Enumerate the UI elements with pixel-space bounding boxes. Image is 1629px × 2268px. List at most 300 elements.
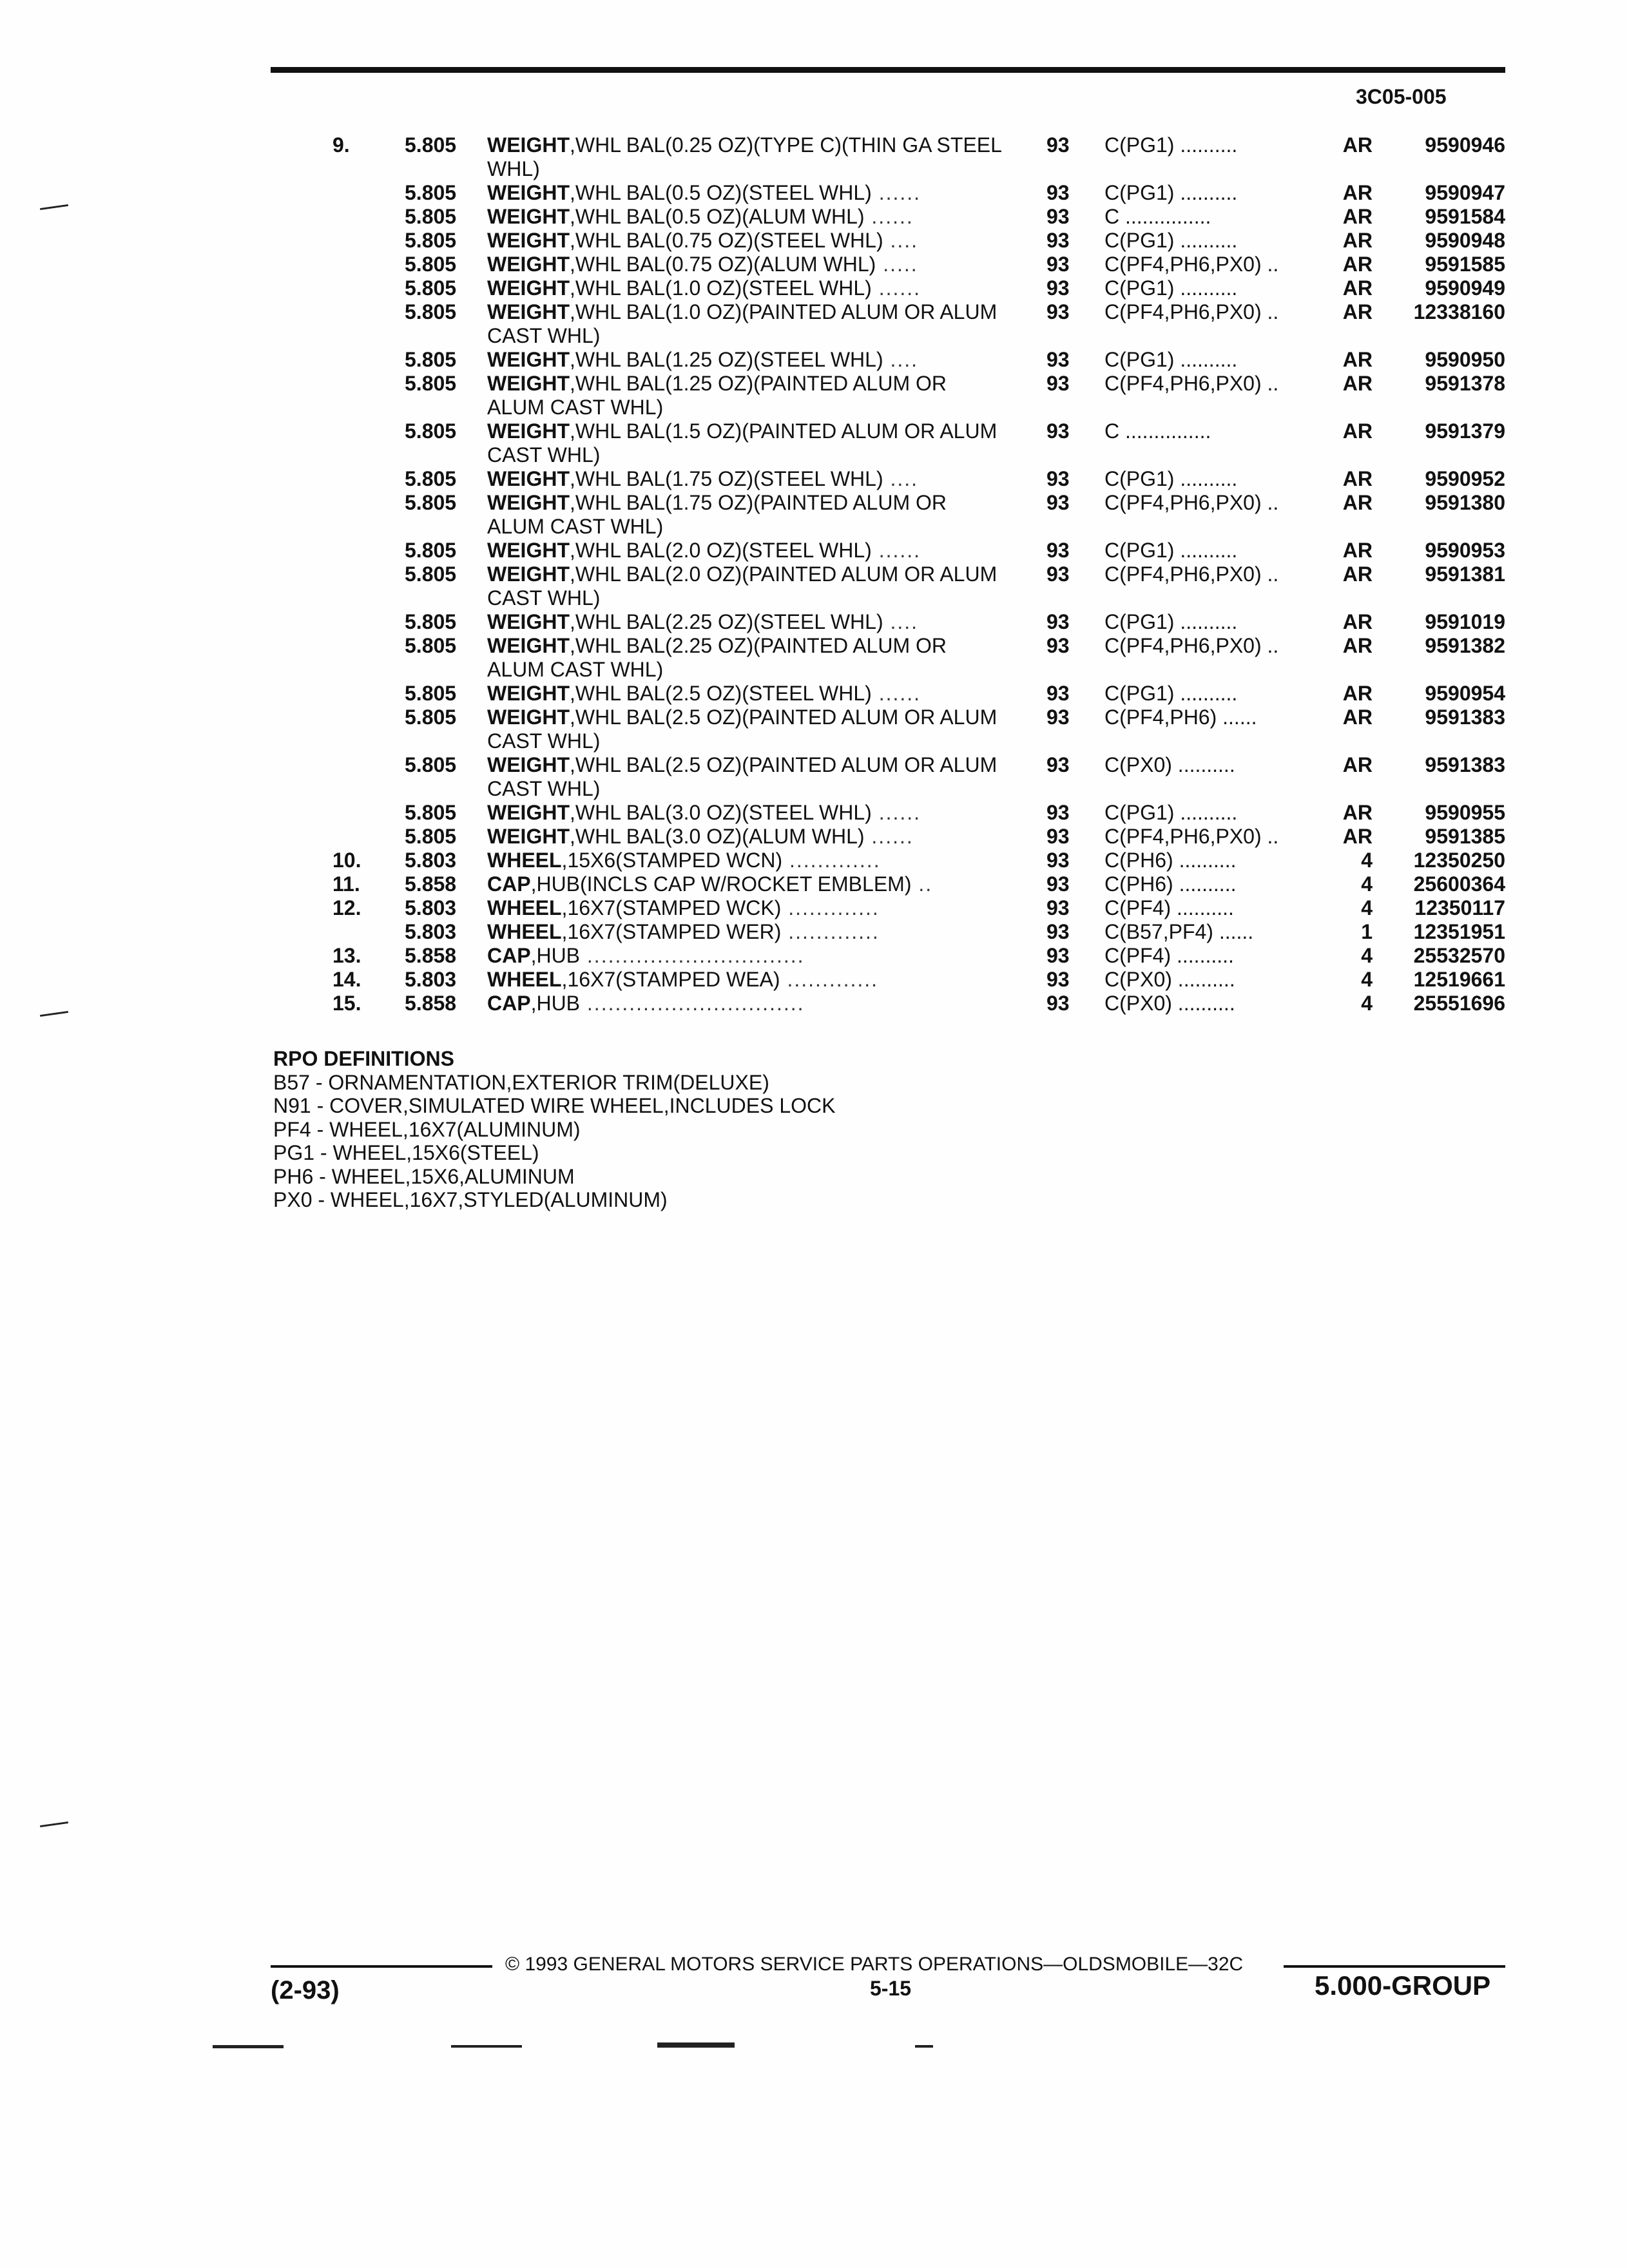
rpo-usage: C ............... [1104, 419, 1211, 443]
quantity: 4 [1361, 872, 1373, 896]
group-number: 5.803 [405, 849, 457, 872]
part-description [487, 968, 1003, 992]
table-row [0, 825, 1629, 849]
group-number: 5.805 [405, 205, 457, 228]
table-row [0, 181, 1629, 205]
part-name: WEIGHT [487, 276, 570, 300]
group-number: 5.805 [405, 539, 457, 562]
part-description [487, 992, 1003, 1015]
part-description [487, 467, 1003, 491]
part-detail: ,WHL BAL(1.0 OZ)(STEEL WHL) [569, 276, 872, 300]
part-number: 25600364 [1413, 872, 1505, 896]
rpo-usage: C(PG1) .......... [1104, 229, 1238, 252]
part-description [487, 920, 1003, 944]
leader-dots: .... [883, 610, 919, 633]
quantity: 4 [1361, 968, 1373, 991]
part-number: 9590950 [1425, 348, 1505, 371]
table-row [0, 682, 1629, 706]
part-number: 9590953 [1425, 539, 1505, 562]
table-row [0, 610, 1629, 634]
part-detail: ,WHL BAL(2.5 OZ)(PAINTED ALUM OR ALUM CAST WHL) [487, 706, 998, 753]
table-row [0, 205, 1629, 229]
table-row [0, 348, 1629, 372]
group-number: 5.805 [405, 467, 457, 490]
model-year: 93 [1046, 253, 1070, 276]
quantity: AR [1342, 539, 1373, 562]
rpo-usage: C(PF4,PH6,PX0) .. [1104, 372, 1279, 395]
item-number: 13. [333, 944, 361, 967]
scan-mark [451, 2045, 522, 2048]
part-number: 9590948 [1425, 229, 1505, 252]
table-row [0, 968, 1629, 992]
document-code: 3C05-005 [1356, 85, 1447, 108]
part-name: WHEEL [487, 920, 562, 943]
quantity: AR [1342, 181, 1373, 204]
rpo-usage: C(PF4,PH6,PX0) .. [1104, 634, 1279, 657]
model-year: 93 [1046, 849, 1070, 872]
part-detail: ,WHL BAL(2.5 OZ)(STEEL WHL) [569, 682, 872, 705]
model-year: 93 [1046, 825, 1070, 848]
quantity: AR [1342, 372, 1373, 395]
rpo-definitions-title: RPO DEFINITIONS [273, 1047, 454, 1070]
part-number: 9590952 [1425, 467, 1505, 490]
part-detail: ,WHL BAL(2.0 OZ)(STEEL WHL) [569, 539, 872, 562]
part-number: 9590947 [1425, 181, 1505, 204]
rpo-definition: B57 - ORNAMENTATION,EXTERIOR TRIM(DELUXE) [273, 1070, 769, 1094]
model-year: 93 [1046, 634, 1070, 657]
part-number: 9590946 [1425, 133, 1505, 157]
part-number: 9591019 [1425, 610, 1505, 633]
part-description [487, 801, 1003, 825]
rpo-usage: C(PF4) .......... [1104, 896, 1234, 919]
rpo-usage: C(PG1) .......... [1104, 610, 1238, 633]
group-number: 5.805 [405, 753, 457, 776]
leader-dots: ............. [781, 896, 880, 919]
part-description [487, 849, 1003, 872]
part-name: WEIGHT [487, 348, 570, 371]
part-name: CAP [487, 872, 531, 896]
part-number: 9590954 [1425, 682, 1505, 705]
group-number: 5.805 [405, 348, 457, 371]
part-detail: ,WHL BAL(2.25 OZ)(STEEL WHL) [569, 610, 883, 633]
group-number: 5.805 [405, 181, 457, 204]
rpo-usage: C(PH6) .......... [1104, 849, 1237, 872]
quantity: 4 [1361, 849, 1373, 872]
part-detail: ,HUB [530, 992, 581, 1015]
part-detail: ,WHL BAL(2.5 OZ)(PAINTED ALUM OR ALUM CAST WHL) [487, 753, 998, 800]
group-number: 5.805 [405, 682, 457, 705]
part-name: WEIGHT [487, 753, 570, 776]
table-row [0, 419, 1629, 467]
table-row [0, 920, 1629, 944]
rpo-usage: C(PG1) .......... [1104, 539, 1238, 562]
part-number: 12338160 [1413, 300, 1505, 323]
quantity: AR [1342, 467, 1373, 490]
model-year: 93 [1046, 205, 1070, 228]
model-year: 93 [1046, 944, 1070, 967]
part-detail: ,WHL BAL(0.5 OZ)(STEEL WHL) [569, 181, 872, 204]
leader-dots: .... [883, 348, 919, 371]
part-description [487, 348, 1003, 372]
part-number: 9591383 [1425, 706, 1505, 729]
part-name: WEIGHT [487, 467, 570, 490]
part-number: 9591585 [1425, 253, 1505, 276]
part-number: 9591383 [1425, 753, 1505, 776]
group-number: 5.805 [405, 634, 457, 657]
model-year: 93 [1046, 753, 1070, 776]
part-detail: ,WHL BAL(0.75 OZ)(ALUM WHL) [569, 253, 876, 276]
group-number: 5.805 [405, 276, 457, 300]
part-description [487, 372, 1003, 419]
part-number: 25532570 [1413, 944, 1505, 967]
rpo-usage: C(PH6) .......... [1104, 872, 1237, 896]
rpo-usage: C(PF4,PH6,PX0) .. [1104, 491, 1279, 514]
part-detail: ,WHL BAL(1.25 OZ)(STEEL WHL) [569, 348, 883, 371]
table-row [0, 896, 1629, 920]
table-row [0, 706, 1629, 753]
rpo-usage: C(PX0) .......... [1104, 992, 1235, 1015]
part-number: 25551696 [1413, 992, 1505, 1015]
rpo-usage: C(PF4,PH6,PX0) .. [1104, 825, 1279, 848]
rpo-usage: C(PF4,PH6,PX0) .. [1104, 253, 1279, 276]
part-number: 9590949 [1425, 276, 1505, 300]
part-description [487, 300, 1003, 348]
model-year: 93 [1046, 372, 1070, 395]
copyright-notice: © 1993 GENERAL MOTORS SERVICE PARTS OPERATIONS—OLDSMOBILE—32C [505, 1954, 1244, 1975]
group-number: 5.805 [405, 419, 457, 443]
part-description [487, 276, 1003, 300]
item-number: 15. [333, 992, 361, 1015]
rpo-usage: C(PF4,PH6,PX0) .. [1104, 562, 1279, 586]
part-number: 9591381 [1425, 562, 1505, 586]
rpo-usage: C(PF4,PH6) ...... [1104, 706, 1257, 729]
rpo-usage: C ............... [1104, 205, 1211, 228]
part-name: WEIGHT [487, 634, 570, 657]
scan-mark [915, 2045, 933, 2048]
part-number: 9591380 [1425, 491, 1505, 514]
group-number: 5.858 [405, 992, 457, 1015]
item-number: 12. [333, 896, 361, 919]
item-number: 14. [333, 968, 361, 991]
table-row [0, 467, 1629, 491]
part-description [487, 133, 1003, 181]
part-name: WEIGHT [487, 253, 570, 276]
model-year: 93 [1046, 682, 1070, 705]
table-row [0, 133, 1629, 181]
table-row [0, 253, 1629, 276]
item-number: 9. [333, 133, 350, 157]
table-row [0, 372, 1629, 419]
table-row [0, 300, 1629, 348]
model-year: 93 [1046, 968, 1070, 991]
part-number: 9590955 [1425, 801, 1505, 824]
part-name: WHEEL [487, 849, 562, 872]
part-name: WEIGHT [487, 372, 570, 395]
part-description [487, 706, 1003, 753]
group-number: 5.805 [405, 491, 457, 514]
table-row [0, 992, 1629, 1015]
part-name: WEIGHT [487, 419, 570, 443]
part-description [487, 419, 1003, 467]
part-description [487, 610, 1003, 634]
part-description [487, 944, 1003, 968]
footer-rule-right [1284, 1965, 1505, 1968]
model-year: 93 [1046, 181, 1070, 204]
quantity: AR [1342, 562, 1373, 586]
part-name: CAP [487, 992, 531, 1015]
part-detail: ,16X7(STAMPED WEA) [561, 968, 780, 991]
group-number: 5.805 [405, 610, 457, 633]
quantity: 4 [1361, 896, 1373, 919]
part-detail: ,15X6(STAMPED WCN) [561, 849, 783, 872]
leader-dots: ............................... [580, 944, 805, 967]
quantity: AR [1342, 491, 1373, 514]
model-year: 93 [1046, 491, 1070, 514]
table-row [0, 276, 1629, 300]
part-name: WEIGHT [487, 706, 570, 729]
part-name: WEIGHT [487, 133, 570, 157]
rpo-definitions [273, 1047, 835, 1212]
group-label: 5.000-GROUP [1315, 1970, 1491, 2001]
leader-dots: ............................... [580, 992, 805, 1015]
quantity: AR [1342, 300, 1373, 323]
group-number: 5.805 [405, 253, 457, 276]
group-number: 5.858 [405, 872, 457, 896]
item-number: 11. [333, 872, 360, 896]
part-name: WEIGHT [487, 539, 570, 562]
rpo-usage: C(PF4) .......... [1104, 944, 1234, 967]
part-name: WEIGHT [487, 229, 570, 252]
part-number: 12350117 [1414, 896, 1505, 919]
table-row [0, 849, 1629, 872]
part-description [487, 181, 1003, 205]
item-number: 10. [333, 849, 361, 872]
part-description [487, 562, 1003, 610]
leader-dots: .. [911, 872, 933, 896]
quantity: AR [1342, 801, 1373, 824]
quantity: AR [1342, 205, 1373, 228]
rpo-usage: C(PG1) .......... [1104, 467, 1238, 490]
rpo-usage: C(PX0) .......... [1104, 968, 1235, 991]
rpo-usage: C(B57,PF4) ...... [1104, 920, 1254, 943]
group-number: 5.805 [405, 825, 457, 848]
part-detail: ,HUB [530, 944, 581, 967]
part-number: 9591584 [1425, 205, 1505, 228]
part-name: WEIGHT [487, 205, 570, 228]
part-name: CAP [487, 944, 531, 967]
model-year: 93 [1046, 276, 1070, 300]
model-year: 93 [1046, 348, 1070, 371]
part-number: 12350250 [1413, 849, 1505, 872]
part-detail: ,WHL BAL(0.75 OZ)(STEEL WHL) [569, 229, 883, 252]
model-year: 93 [1046, 133, 1070, 157]
part-number: 9591385 [1425, 825, 1505, 848]
quantity: AR [1342, 634, 1373, 657]
table-row [0, 562, 1629, 610]
quantity: 1 [1361, 920, 1373, 943]
model-year: 93 [1046, 896, 1070, 919]
part-detail: ,WHL BAL(0.5 OZ)(ALUM WHL) [569, 205, 865, 228]
quantity: AR [1342, 253, 1373, 276]
part-number: 12519661 [1413, 968, 1505, 991]
rpo-definition: PX0 - WHEEL,16X7,STYLED(ALUMINUM) [273, 1188, 668, 1211]
part-description [487, 753, 1003, 801]
leader-dots: ...... [864, 825, 914, 848]
rpo-usage: C(PF4,PH6,PX0) .. [1104, 300, 1279, 323]
part-description [487, 825, 1003, 849]
part-name: WEIGHT [487, 825, 570, 848]
part-name: WEIGHT [487, 682, 570, 705]
group-number: 5.803 [405, 896, 457, 919]
leader-dots: ...... [871, 539, 921, 562]
part-detail: ,WHL BAL(0.25 OZ)(TYPE C)(THIN GA STEEL WHL) [487, 133, 1001, 180]
quantity: AR [1342, 276, 1373, 300]
scan-mark [213, 2045, 284, 2048]
footer-rule-left [271, 1965, 492, 1968]
rpo-definition: N91 - COVER,SIMULATED WIRE WHEEL,INCLUDES LOCK [273, 1094, 836, 1117]
rpo-usage: C(PG1) .......... [1104, 276, 1238, 300]
part-name: WEIGHT [487, 562, 570, 586]
rpo-definition: PH6 - WHEEL,15X6,ALUMINUM [273, 1164, 575, 1188]
part-detail: ,16X7(STAMPED WER) [561, 920, 782, 943]
rpo-usage: C(PG1) .......... [1104, 181, 1238, 204]
model-year: 93 [1046, 562, 1070, 586]
part-detail: ,WHL BAL(1.75 OZ)(STEEL WHL) [569, 467, 883, 490]
leader-dots: .... [883, 229, 919, 252]
table-row [0, 753, 1629, 801]
leader-dots: ...... [871, 276, 921, 300]
part-description [487, 539, 1003, 562]
group-number: 5.803 [405, 968, 457, 991]
part-description [487, 491, 1003, 539]
group-number: 5.805 [405, 706, 457, 729]
quantity: 4 [1361, 992, 1373, 1015]
table-row [0, 491, 1629, 539]
date-code: (2-93) [271, 1976, 340, 2004]
part-number: 12351951 [1413, 920, 1505, 943]
table-row [0, 229, 1629, 253]
part-detail: ,WHL BAL(3.0 OZ)(STEEL WHL) [569, 801, 872, 824]
part-description [487, 634, 1003, 682]
part-name: WHEEL [487, 968, 562, 991]
rpo-usage: C(PG1) .......... [1104, 682, 1238, 705]
header-rule [271, 67, 1505, 73]
table-row [0, 944, 1629, 968]
page-number: 5-15 [870, 1977, 912, 2000]
part-description [487, 896, 1003, 920]
part-detail: ,WHL BAL(1.5 OZ)(PAINTED ALUM OR ALUM CAST WHL) [487, 419, 998, 466]
leader-dots: ...... [871, 181, 921, 204]
quantity: AR [1342, 610, 1373, 633]
group-number: 5.805 [405, 801, 457, 824]
group-number: 5.805 [405, 133, 457, 157]
leader-dots: ...... [864, 205, 914, 228]
part-name: WEIGHT [487, 610, 570, 633]
part-detail: ,WHL BAL(1.25 OZ)(PAINTED ALUM OR ALUM CAST WHL) [487, 372, 947, 419]
leader-dots: ..... [876, 253, 918, 276]
model-year: 93 [1046, 419, 1070, 443]
quantity: AR [1342, 706, 1373, 729]
part-description [487, 253, 1003, 276]
part-description [487, 682, 1003, 706]
part-number: 9591382 [1425, 634, 1505, 657]
rpo-usage: C(PG1) .......... [1104, 801, 1238, 824]
part-detail: ,HUB(INCLS CAP W/ROCKET EMBLEM) [530, 872, 912, 896]
quantity: AR [1342, 682, 1373, 705]
part-name: WEIGHT [487, 491, 570, 514]
rpo-usage: C(PX0) .......... [1104, 753, 1235, 776]
table-row [0, 801, 1629, 825]
part-detail: ,WHL BAL(1.0 OZ)(PAINTED ALUM OR ALUM CAST WHL) [487, 300, 998, 347]
model-year: 93 [1046, 992, 1070, 1015]
quantity: AR [1342, 348, 1373, 371]
group-number: 5.805 [405, 372, 457, 395]
part-description [487, 872, 1003, 896]
part-name: WEIGHT [487, 801, 570, 824]
part-detail: ,WHL BAL(1.75 OZ)(PAINTED ALUM OR ALUM CAST WHL) [487, 491, 947, 538]
model-year: 93 [1046, 872, 1070, 896]
table-row [0, 539, 1629, 562]
part-number: 9591379 [1425, 419, 1505, 443]
leader-dots: ...... [871, 801, 921, 824]
model-year: 93 [1046, 801, 1070, 824]
model-year: 93 [1046, 920, 1070, 943]
part-description [487, 229, 1003, 253]
part-name: WEIGHT [487, 300, 570, 323]
rpo-definition: PG1 - WHEEL,15X6(STEEL) [273, 1141, 539, 1164]
part-detail: ,WHL BAL(3.0 OZ)(ALUM WHL) [569, 825, 865, 848]
part-detail: ,WHL BAL(2.25 OZ)(PAINTED ALUM OR ALUM CAST WHL) [487, 634, 947, 681]
part-name: WHEEL [487, 896, 562, 919]
leader-dots: .... [883, 467, 919, 490]
leader-dots: ............. [781, 920, 880, 943]
group-number: 5.805 [405, 229, 457, 252]
quantity: AR [1342, 825, 1373, 848]
leader-dots: ............. [782, 849, 881, 872]
scan-mark [40, 1821, 68, 1827]
group-number: 5.805 [405, 562, 457, 586]
quantity: AR [1342, 229, 1373, 252]
model-year: 93 [1046, 539, 1070, 562]
rpo-usage: C(PG1) .......... [1104, 133, 1238, 157]
model-year: 93 [1046, 300, 1070, 323]
leader-dots: ...... [871, 682, 921, 705]
table-row [0, 872, 1629, 896]
leader-dots: ............. [780, 968, 879, 991]
model-year: 93 [1046, 229, 1070, 252]
group-number: 5.805 [405, 300, 457, 323]
group-number: 5.803 [405, 920, 457, 943]
part-detail: ,WHL BAL(2.0 OZ)(PAINTED ALUM OR ALUM CAST WHL) [487, 562, 998, 610]
part-detail: ,16X7(STAMPED WCK) [561, 896, 782, 919]
quantity: AR [1342, 753, 1373, 776]
model-year: 93 [1046, 706, 1070, 729]
model-year: 93 [1046, 610, 1070, 633]
part-number: 9591378 [1425, 372, 1505, 395]
rpo-usage: C(PG1) .......... [1104, 348, 1238, 371]
scan-mark [657, 2042, 735, 2048]
table-row [0, 634, 1629, 682]
parts-list [0, 133, 1629, 1015]
part-name: WEIGHT [487, 181, 570, 204]
part-description [487, 205, 1003, 229]
quantity: AR [1342, 419, 1373, 443]
rpo-definition: PF4 - WHEEL,16X7(ALUMINUM) [273, 1117, 581, 1141]
quantity: 4 [1361, 944, 1373, 967]
quantity: AR [1342, 133, 1373, 157]
model-year: 93 [1046, 467, 1070, 490]
group-number: 5.858 [405, 944, 457, 967]
